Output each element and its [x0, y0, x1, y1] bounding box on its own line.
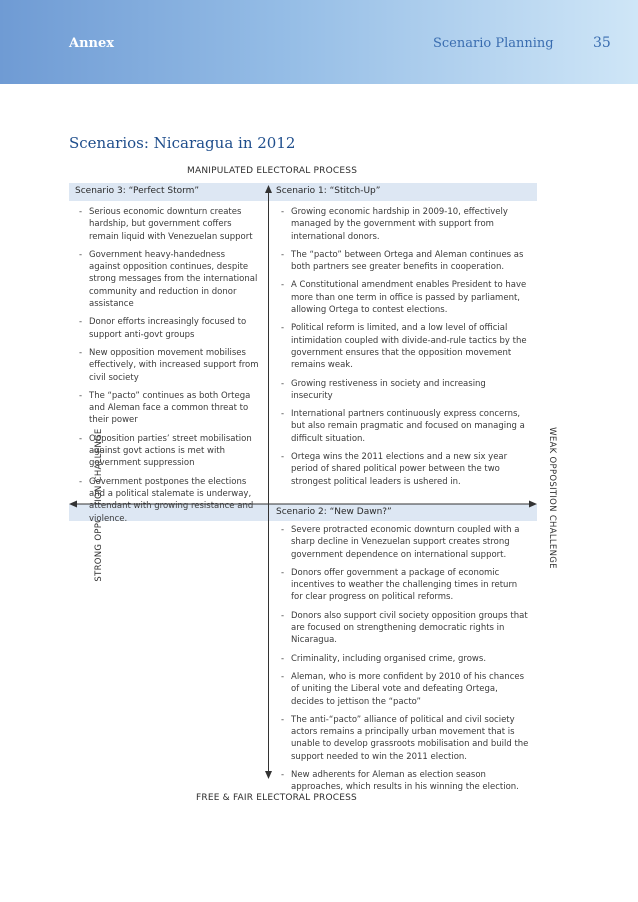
list-item: - International partners continuously express concerns, but also remain pragmatic and focused on managing a difficult situation.	[281, 409, 525, 444]
list-item: - Criminality, including organised crime, grows.	[281, 653, 487, 664]
list-item: - New adherents for Aleman as election season approaches, which results in his winning the election.	[281, 770, 519, 793]
list-item: - Donors offer government a package of economic incentives to weather the challenging times in return for clear progress on political reforms.	[281, 567, 518, 603]
chapter-label: Scenario Planning	[433, 36, 554, 51]
list-item: - Aleman, who is more confident by 2010 of his chances of uniting the Liberal vote and defeating Ortega, decides to jettison the “pacto”	[281, 671, 525, 707]
list-item: - Donor efforts increasingly focused to support anti-govt groups	[79, 317, 247, 340]
axis-label-right: WEAK OPPOSITION CHALLENGE	[547, 427, 557, 569]
scenario-3-list	[79, 206, 259, 531]
axis-label-bottom: FREE & FAIR ELECTORAL PROCESS	[196, 793, 357, 803]
page-number: 35	[593, 35, 611, 51]
list-item: - A Constitutional amendment enables President to have more than one term in office is passed by parliament, allowing Ortega to contest elections.	[281, 280, 527, 316]
list-item: - Growing restiveness in society and increasing insecurity	[281, 378, 486, 401]
axis-arrow-left	[69, 501, 77, 508]
list-item: - Severe protracted economic downturn coupled with a sharp decline in Venezuelan support creates strong government dependence on international support.	[281, 525, 520, 560]
scenario-2-label: Scenario 2: “New Dawn?”	[276, 507, 392, 517]
scenario-1-label: Scenario 1: “Stitch-Up”	[276, 186, 381, 196]
scenario-3-label: Scenario 3: “Perfect Storm”	[75, 186, 200, 196]
section-label: Annex	[69, 36, 115, 51]
list-item: - Opposition parties’ street mobilisation against govt actions is met with government suppression	[79, 433, 252, 469]
axis-arrow-down	[265, 771, 272, 779]
scenario-2-list	[281, 524, 529, 800]
list-item: - Government heavy-handedness against opposition continues, despite strong messages from the international community and reduction in donor assistance	[79, 249, 258, 310]
scenario-1-list	[281, 206, 529, 494]
axis-label-top: MANIPULATED ELECTORAL PROCESS	[187, 166, 358, 176]
list-item: - New opposition movement mobilises effectively, with increased support from civil society	[79, 347, 259, 383]
list-item: - Donors also support civil society opposition groups that are focused on strengthening democratic rights in Nicaragua.	[281, 610, 528, 646]
page-title: Scenarios: Nicaragua in 2012	[69, 134, 296, 152]
list-item: - The “pacto” continues as both Ortega and Aleman face a common threat to their power	[79, 390, 251, 426]
axis-arrow-right	[529, 501, 537, 508]
axis-arrow-up	[265, 185, 272, 193]
list-item: - Growing economic hardship in 2009-10, effectively managed by the government with support from international donors.	[281, 207, 508, 242]
list-item: - Serious economic downturn creates hardship, but government coffers remain liquid with Venezuelan support	[79, 207, 253, 242]
list-item: - The anti-“pacto” alliance of political and civil society actors remains a principally urban movement that is unable to develop grassroots mobilisation and build the support needed to win the 2011 election.	[281, 714, 529, 762]
list-item: - Political reform is limited, and a low level of official intimidation coupled with divide-and-rule tactics by the government ensures that the opposition movement remains weak.	[281, 323, 527, 371]
list-item: - Government postpones the elections and a political stalemate is underway, attendant with growing resistance and violence.	[79, 476, 254, 524]
list-item: - The “pacto” between Ortega and Aleman continues as both partners see greater benefits in cooperation.	[281, 249, 524, 273]
list-item: - Ortega wins the 2011 elections and a new six year period of shared political power between the two strongest political leaders is ushered in.	[281, 452, 508, 487]
